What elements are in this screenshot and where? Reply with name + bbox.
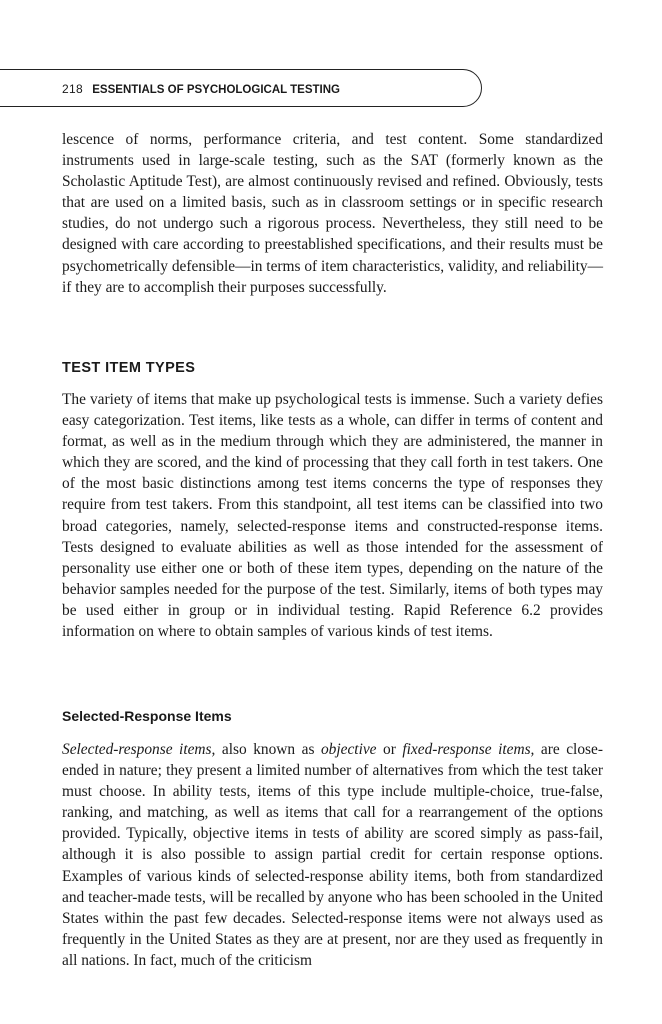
running-header <box>62 82 340 97</box>
page-number: 218 <box>62 82 83 96</box>
selected-response-paragraph <box>62 739 603 971</box>
text-fragment: also known as <box>215 741 321 758</box>
section-heading: TEST ITEM TYPES <box>62 360 196 376</box>
intro-paragraph: lescence of norms, performance criteria, and test content. Some standardized instruments used in large-scale testing, such as the SAT (formerly known as the Scholastic Aptitude Test), are almost continuously revised and refined. Obviously, tests that are used on a limited basis, such as in classroom settings or in specific research studies, do not undergo such a rigorous process. Nevertheless, they still need to be designed with care according to preestablished specifications, and their results must be psychometrically defensible—in terms of item characteristics, validity, and reliability—if they are to accomplish their purposes successfully. <box>62 131 603 296</box>
text-fragment: or <box>376 741 403 758</box>
term-fixed-response: fixed-response items, <box>402 741 535 758</box>
text-fragment: are close-ended in nature; they present a limited number of alternatives from which the test taker must choose. In ability tests, items of this type include multiple-choice, true-false, ranking, and matching, as well as items that call for a rearrangement of the options provided. Typically, objective items in tests of ability are scored simply as pass-fail, although it is also possible to assign partial credit for certain response options. Examples of various kinds of selected-response ability items, both from standardized and teacher-made tests, will be recalled by anyone who has been schooled in the United States within the past few decades. Selected-response items were not always used as frequently in the United States as they are at present, nor are they used as frequently in all nations. In fact, much of the criticism <box>62 741 603 969</box>
term-selected-response: Selected-response items, <box>62 741 216 758</box>
subsection-heading: Selected-Response Items <box>62 708 232 724</box>
term-objective: objective <box>320 741 377 758</box>
item-types-paragraph: The variety of items that make up psychological tests is immense. Such a variety defies easy categorization. Test items, like tests as a whole, can differ in terms of content and format, as well as in the medium through which they are administered, the manner in which they are scored, and the kind of processing that they call forth in test takers. One of the most basic distinctions among test items concerns the type of responses they require from test takers. From this standpoint, all test items can be classified into two broad categories, namely, selected-response items and constructed-response items. Tests designed to evaluate abilities as well as those intended for the assessment of personality use either one or both of these item types, depending on the nature of the behavior samples needed for the purpose of the test. Similarly, items of both types may be used either in group or in individual testing. Rapid Reference 6.2 provides information on where to obtain samples of various kinds of test items. <box>62 391 603 641</box>
running-title: ESSENTIALS OF PSYCHOLOGICAL TESTING <box>92 84 340 96</box>
